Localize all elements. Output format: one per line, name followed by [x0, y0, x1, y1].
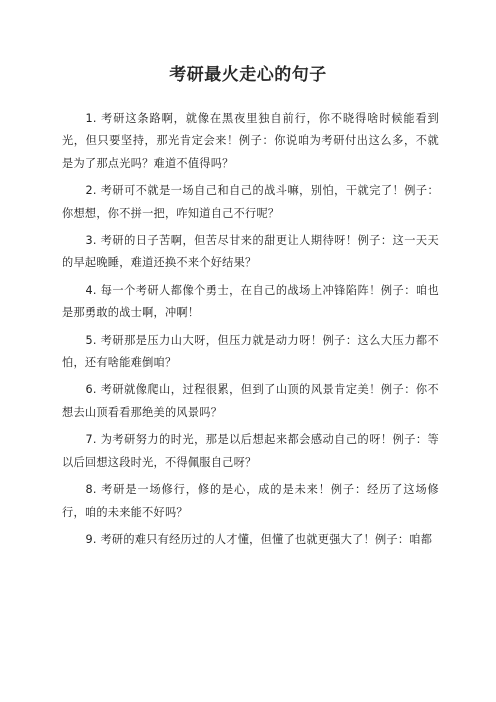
list-item: 8. 考研是一场修行，修的是心，成的是未来！例子：经历了这场修行，咱的未来能不好吗？: [62, 483, 439, 519]
list-item: 6. 考研就像爬山，过程很累，但到了山顶的风景肯定美！例子：你不想去山顶看看那绝美的风景吗？: [62, 383, 439, 419]
document-title: 考研最火走心的句子: [169, 65, 327, 85]
list-item: 1. 考研这条路啊，就像在黑夜里独自前行，你不晓得啥时候能看到光，但只要坚持，那光肯定会来！例子：你说咱为考研付出这么多，不就是为了那点光吗？难道不值得吗？: [62, 112, 439, 170]
list-item: 3. 考研的日子苦啊，但苦尽甘来的甜更让人期待呀！例子：这一天天的早起晚睡，难道还换不来个好结果？: [62, 234, 439, 270]
list-item: 5. 考研那是压力山大呀，但压力就是动力呀！例子：这么大压力都不怕，还有啥能难倒咱？: [62, 333, 439, 370]
list-item: 7. 为考研努力的时光，那是以后想起来都会感动自己的呀！例子：等以后回想这段时光，不得佩服自己呀？: [62, 433, 439, 469]
list-item: 2. 考研可不就是一场自己和自己的战斗嘛，别怕，干就完了！例子：你想想，你不拼一把，咋知道自己不行呢？: [62, 184, 439, 220]
list-item: 9. 考研的难只有经历过的人才懂，但懂了也就更强大了！例子：咱都: [85, 532, 433, 546]
list-item: 4. 每一个考研人都像个勇士，在自己的战场上冲锋陷阵！例子：咱也是那勇敢的战士啊，冲啊！: [62, 283, 439, 320]
document-body: [62, 108, 439, 556]
